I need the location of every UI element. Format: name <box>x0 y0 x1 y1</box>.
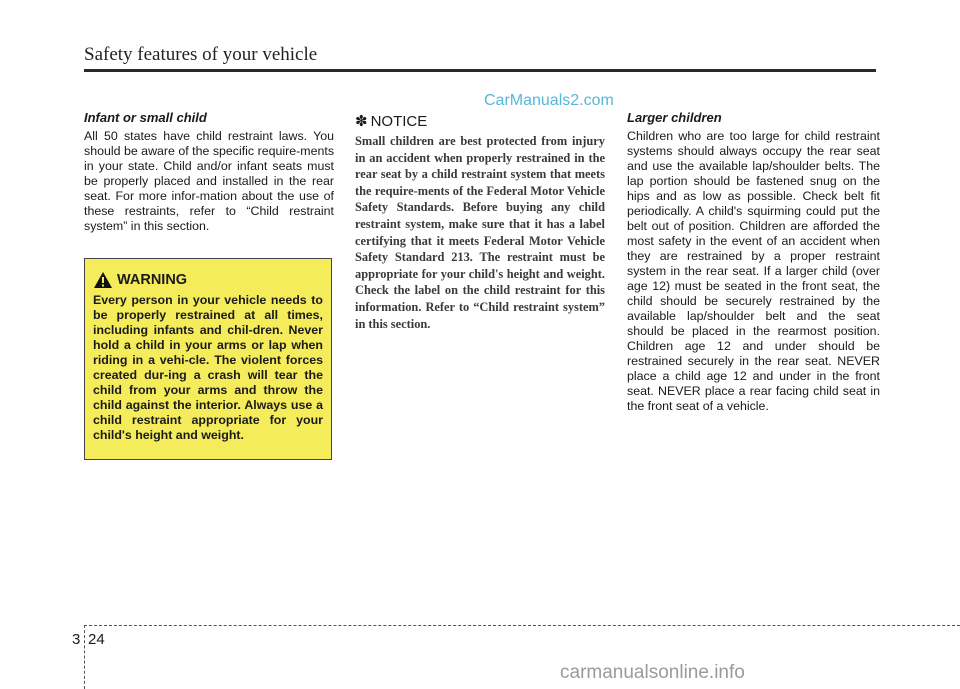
footer-page-number: 24 <box>88 631 105 648</box>
page-header-title: Safety features of your vehicle <box>84 44 318 65</box>
column-notice <box>355 110 605 332</box>
header-rule <box>84 69 876 72</box>
warning-title: WARNING <box>117 272 188 288</box>
infant-section-title: Infant or small child <box>84 110 207 125</box>
footer-dashed-divider <box>84 625 85 689</box>
infant-section-body: All 50 states have child restraint laws. You should be aware of the specific require-ments in your state. Child and/or infant seats must be properly placed and installed in the rear seat. For more infor-mation about the use of these restraints, refer to “Child restraint system” in this section. <box>84 129 335 233</box>
column-larger-children <box>627 110 880 414</box>
warning-box <box>84 258 332 460</box>
larger-section-title: Larger children <box>627 110 722 125</box>
warning-body: Every person in your vehicle needs to be properly restrained at all times, including infants and chil-dren. Never hold a child in your arms or lap when riding in a vehi-cle. The violent forces created dur-ing a crash will tear the child from your arms and throw the child against the interior. Always use a child restraint appropriate for your child's height and weight. <box>93 293 323 442</box>
warning-header <box>93 271 323 289</box>
column-infant <box>84 110 334 234</box>
larger-section-body: Children who are too large for child restraint systems should always occupy the rear seat and use the available lap/shoulder belts. The lap portion should be fastened snug on the hips and as low as possible. Check belt fit periodically. A child's squirming could put the belt out of position. Children are afforded the most safety in the event of an accident when they are restrained by a proper restraint system in the rear seat. If a larger child (over age 12) must be seated in the front seat, the child should be securely restrained by the available lap/shoulder belt and the seat should be placed in the rearmost position. Children age 12 and under should be restrained securely in the rear seat. NEVER place a child age 12 and under in the front seat. NEVER place a rear facing child seat in the front seat of a vehicle. <box>627 129 880 413</box>
footer-dashed-rule <box>84 625 960 626</box>
footer-chapter-number: 3 <box>72 631 81 648</box>
watermark-bottom: carmanualsonline.info <box>560 662 745 683</box>
warning-triangle-icon <box>93 271 113 289</box>
notice-star-icon: ✽ <box>355 113 368 130</box>
notice-body: Small children are best protected from injury in an accident when properly restrained in the rear seat by a child restraint system that meets the require-ments of the Federal Motor Vehicle Safety Standards. Before buying any child restraint system, make sure that it has a label certifying that it meets Federal Motor Vehicle Safety Standard 213. The restraint must be appropriate for your child's height and weight. Check the label on the child restraint for this information. Refer to “Child restraint system” in this section. <box>355 134 605 331</box>
notice-title: NOTICE <box>370 112 428 130</box>
watermark-top: CarManuals2.com <box>484 92 614 109</box>
notice-header <box>355 112 605 130</box>
